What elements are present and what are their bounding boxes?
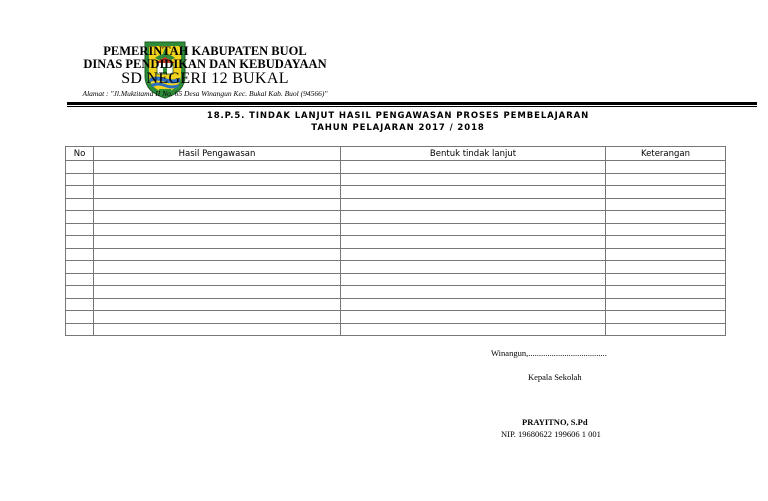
table-cell	[94, 236, 341, 249]
table-cell	[606, 161, 726, 174]
table-cell	[94, 261, 341, 274]
table-cell	[66, 236, 94, 249]
table-cell	[606, 273, 726, 286]
table-cell	[66, 211, 94, 224]
table-cell	[94, 173, 341, 186]
table-cell	[606, 236, 726, 249]
table-cell	[606, 298, 726, 311]
form-title: 18.P.5. TINDAK LANJUT HASIL PENGAWASAN PROSES PEMBELAJARAN	[206, 111, 590, 121]
table-row	[66, 298, 726, 311]
table-cell	[94, 311, 341, 324]
table-cell	[66, 161, 94, 174]
school-name: SD NEGERI 12 BUKAL	[121, 70, 289, 87]
table-row	[66, 186, 726, 199]
table-cell	[606, 186, 726, 199]
table-row	[66, 173, 726, 186]
table-cell	[94, 273, 341, 286]
table-cell	[94, 161, 341, 174]
letterhead-rule-thick	[67, 102, 757, 105]
table-cell	[94, 223, 341, 236]
follow-up-table	[65, 146, 726, 336]
table-cell	[606, 198, 726, 211]
table-cell	[66, 298, 94, 311]
table-cell	[94, 198, 341, 211]
table-cell	[341, 311, 606, 324]
department-heading: DINAS PENDIDIKAN DAN KEBUDAYAAN	[83, 57, 327, 71]
header-keterangan: Keterangan	[606, 147, 726, 161]
table-cell	[94, 248, 341, 261]
table-cell	[341, 173, 606, 186]
table-cell	[66, 223, 94, 236]
table-row	[66, 223, 726, 236]
table-cell	[341, 248, 606, 261]
table-cell	[94, 286, 341, 299]
table-row	[66, 311, 726, 324]
table-cell	[66, 248, 94, 261]
table-cell	[341, 323, 606, 336]
table-cell	[66, 261, 94, 274]
government-heading: PEMERINTAH KABUPATEN BUOL	[103, 44, 307, 58]
table-cell	[341, 198, 606, 211]
table-cell	[66, 311, 94, 324]
table-cell	[606, 248, 726, 261]
table-cell	[606, 173, 726, 186]
letterhead-rule-thin	[67, 106, 757, 107]
header-no: No	[66, 147, 94, 161]
table-cell	[94, 186, 341, 199]
table-cell	[606, 211, 726, 224]
table-row	[66, 236, 726, 249]
table-row	[66, 261, 726, 274]
table-header-row	[66, 147, 726, 161]
table-cell	[341, 286, 606, 299]
table-row	[66, 323, 726, 336]
signer-name: PRAYITNO, S.Pd	[522, 417, 588, 427]
table-cell	[66, 186, 94, 199]
place-date-line: Winangun,.....................................	[491, 348, 607, 358]
table-cell	[341, 186, 606, 199]
table-cell	[606, 223, 726, 236]
table-cell	[66, 273, 94, 286]
table-row	[66, 273, 726, 286]
table-row	[66, 161, 726, 174]
table-row	[66, 198, 726, 211]
table-cell	[66, 286, 94, 299]
table-cell	[341, 223, 606, 236]
table-cell	[94, 211, 341, 224]
table-cell	[606, 323, 726, 336]
school-address: Alamat : "Jl.Muktitama II No. 65 Desa Winangun Kec. Bukal Kab. Buol (94566)"	[82, 89, 328, 98]
header-bentuk-tindak-lanjut: Bentuk tindak lanjut	[341, 147, 606, 161]
table-cell	[341, 261, 606, 274]
table-cell	[341, 236, 606, 249]
table-row	[66, 248, 726, 261]
table-cell	[94, 323, 341, 336]
table-cell	[66, 323, 94, 336]
header-hasil-pengawasan: Hasil Pengawasan	[94, 147, 341, 161]
signer-role: Kepala Sekolah	[528, 372, 582, 382]
table-cell	[94, 298, 341, 311]
table-cell	[341, 273, 606, 286]
table-cell	[66, 173, 94, 186]
table-cell	[341, 161, 606, 174]
table-row	[66, 211, 726, 224]
table-cell	[606, 311, 726, 324]
signer-nip: NIP. 19680622 199606 1 001	[501, 429, 601, 439]
table-body	[66, 161, 726, 336]
table-cell	[66, 198, 94, 211]
table-cell	[606, 286, 726, 299]
academic-year: TAHUN PELAJARAN 2017 / 2018	[311, 123, 485, 133]
table-row	[66, 286, 726, 299]
table-cell	[341, 211, 606, 224]
table-cell	[341, 298, 606, 311]
table-cell	[606, 261, 726, 274]
